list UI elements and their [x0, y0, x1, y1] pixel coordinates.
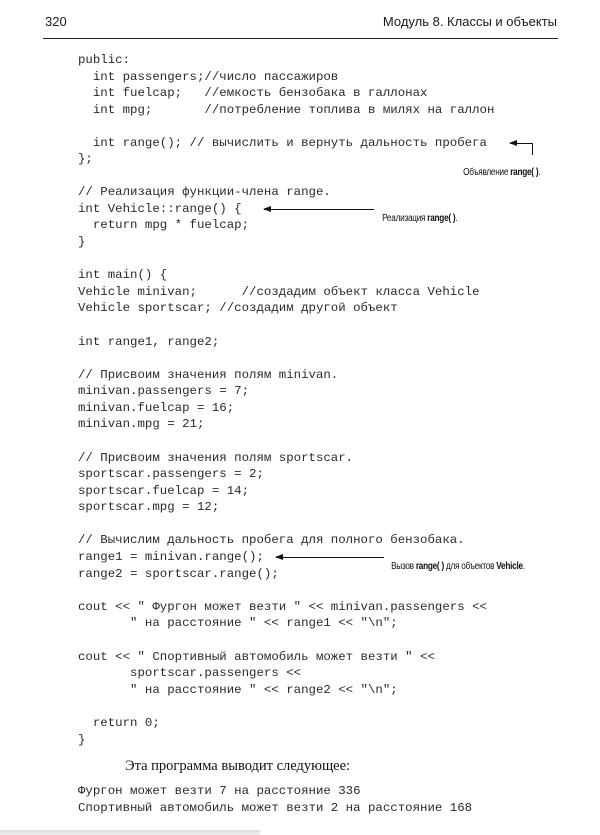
page-edge-shadow	[0, 830, 260, 835]
arrow-declaration	[510, 143, 533, 144]
code-line: sportscar.fuelcap = 14;	[78, 484, 250, 498]
code-line: minivan.mpg = 21;	[78, 417, 205, 431]
code-line: int range(); // вычислить и вернуть дальность пробега	[78, 136, 487, 150]
chapter-title: Модуль 8. Классы и объекты	[382, 14, 557, 29]
arrow-declaration-stem	[532, 143, 533, 155]
code-line: int main() {	[78, 268, 168, 282]
code-line: range1 = minivan.range();	[78, 550, 264, 564]
arrow-call	[276, 557, 384, 558]
page-number: 320	[45, 14, 67, 29]
code-line: minivan.passengers = 7;	[78, 384, 250, 398]
code-line: int passengers;//число пассажиров	[78, 70, 339, 84]
code-line: }	[78, 235, 86, 249]
code-line: " на расстояние " << range1 << "\n";	[78, 616, 398, 630]
code-line: // Вычислим дальность пробега для полного бензобака.	[78, 533, 465, 547]
code-line: int mpg; //потребление топлива в милях на галлон	[78, 103, 495, 117]
output-line: Фургон может везти 7 на расстояние 336	[78, 784, 361, 798]
code-line: int Vehicle::range() {	[78, 202, 242, 216]
code-line: " на расстояние " << range2 << "\n";	[78, 683, 398, 697]
code-line: return mpg * fuelcap;	[78, 218, 250, 232]
output-line: Спортивный автомобиль может везти 2 на расстояние 168	[78, 801, 473, 815]
code-line: }	[78, 733, 86, 747]
code-line: // Реализация функции-члена range.	[78, 185, 331, 199]
code-line: cout << " Спортивный автомобиль может везти " <<	[78, 650, 435, 664]
code-line: Vehicle minivan; //создадим объект класса Vehicle	[78, 285, 480, 299]
code-line: int fuelcap; //емкость бензобака в галлонах	[78, 86, 428, 100]
code-line: return 0;	[78, 716, 160, 730]
header-rule	[43, 38, 558, 39]
code-line: sportscar.passengers = 2;	[78, 467, 264, 481]
code-line: range2 = sportscar.range();	[78, 567, 279, 581]
code-line: int range1, range2;	[78, 335, 220, 349]
annotation-declaration: Объявление range( ).	[463, 167, 541, 178]
code-line: sportscar.mpg = 12;	[78, 500, 220, 514]
annotation-implementation: Реализация range( ).	[382, 213, 458, 224]
code-line: Vehicle sportscar; //создадим другой объект	[78, 301, 398, 315]
code-line: minivan.fuelcap = 16;	[78, 401, 235, 415]
annotation-call: Вызов range( ) для объектов Vehicle.	[391, 561, 525, 572]
code-line: public:	[78, 53, 131, 67]
code-line: cout << " Фургон может везти " << minivan.passengers <<	[78, 600, 487, 614]
code-line: };	[78, 152, 93, 166]
arrow-implementation	[264, 209, 374, 210]
code-line: // Присвоим значения полям sportscar.	[78, 451, 354, 465]
code-line: sportscar.passengers <<	[78, 666, 302, 680]
code-line: // Присвоим значения полям minivan.	[78, 368, 339, 382]
output-heading: Эта программа выводит следующее:	[125, 758, 351, 774]
